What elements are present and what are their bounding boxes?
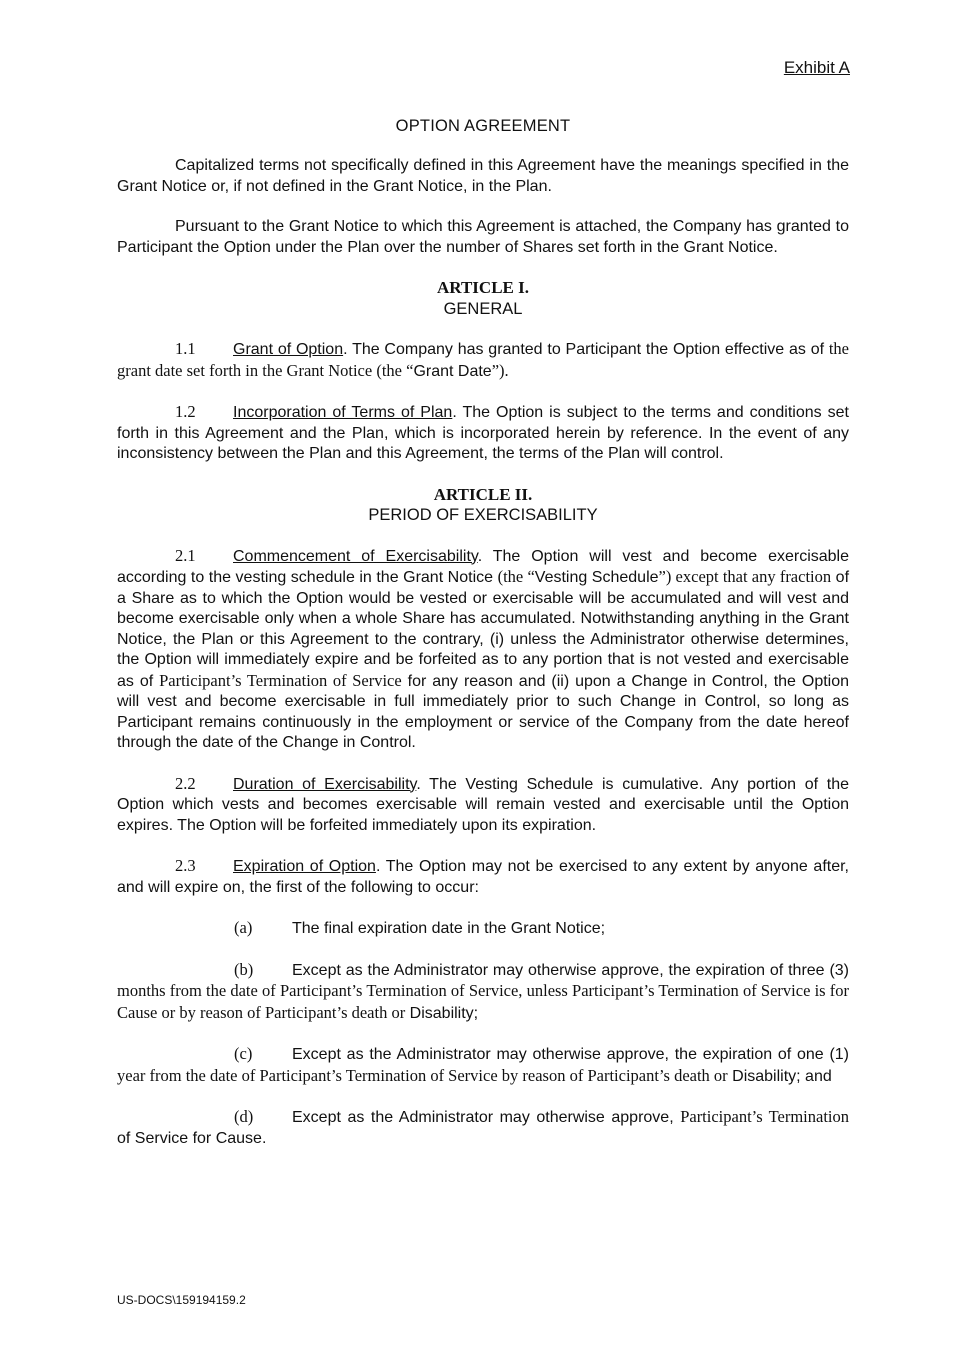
section-heading: Incorporation of Terms of Plan [233, 404, 453, 421]
subsection-label: (a) [234, 918, 253, 937]
section-number: 2.2 [175, 773, 196, 793]
section-heading: Grant of Option [233, 341, 344, 358]
subsection-label: (d) [234, 1107, 254, 1126]
section-heading: Expiration of Option [233, 858, 376, 875]
intro-paragraph-2: Pursuant to the Grant Notice to which this Agreement is attached, the Company has granted to Participant the Option under the Plan over the number of Shares set forth in the Grant Notice. [117, 218, 849, 256]
section-text: ”) except that any fraction [658, 567, 832, 586]
subsection-a [117, 918, 849, 940]
page-title: OPTION AGREEMENT [395, 117, 571, 135]
article-1-number: ARTICLE I. [437, 278, 529, 297]
article-2-name: PERIOD OF EXERCISABILITY [368, 506, 598, 524]
article-1-heading [117, 278, 849, 319]
section-text: for any reason and (ii) upon a Change in Control, the Option will vest and become exercisable in full immediately prior to such Change in Control, so long as Participant remains continuously in the employment or service of the Company from the date hereof through the date of the Change in Control. [117, 672, 850, 751]
article-2-number: ARTICLE II. [433, 484, 533, 504]
subsection-b [117, 960, 849, 1025]
section-text: . The Option may not be exercised to any extent by anyone after, and will expire on, the first of the following to occur: [117, 858, 849, 896]
subsection-text: Except as the Administrator may otherwise approve, the expiration of one (1) [292, 1046, 849, 1063]
defined-term: Vesting Schedule [534, 569, 659, 586]
exhibit-label: Exhibit A [783, 58, 850, 77]
section-2-3 [117, 856, 849, 898]
section-text: the grant date set forth in the Grant Notice (the “ [117, 339, 850, 380]
section-text: (the “ [497, 567, 535, 586]
article-2-heading [117, 485, 849, 526]
article-1-name: GENERAL [443, 299, 523, 318]
subsection-label: (c) [234, 1044, 253, 1063]
section-text: . The Vesting Schedule is cumulative. Any portion of the Option which vests and becomes exercisable will remain vested and exercisable until the Option expires. The Option will be forfeited immediately upon its expiration. [117, 775, 849, 834]
subsection-text: Participant’s Termination [680, 1107, 849, 1126]
subsection-text: of Service for Cause. [117, 1129, 267, 1147]
subsection-text: Disability; and [727, 1067, 832, 1085]
subsection-d [117, 1107, 849, 1149]
section-text: . The Company has granted to Participant the Option effective as of [343, 341, 829, 358]
section-number: 2.1 [175, 545, 196, 565]
section-text: . The Option is subject to the terms and conditions set forth in this Agreement and the Plan, which is incorporated herein by reference. In the event of any inconsistency between the Plan and this Agreement, the terms of the Plan will control. [117, 404, 849, 462]
document-body [117, 156, 849, 1169]
subsection-text: year from the date of Participant’s Termination of Service by reason of Participant’s death or [117, 1065, 728, 1085]
subsection-text: Except as the Administrator may otherwise approve, [292, 1109, 681, 1126]
section-2-1 [117, 546, 849, 754]
section-number: 2.3 [175, 856, 196, 875]
section-number: 1.1 [175, 339, 196, 358]
section-text: ”). [491, 360, 509, 380]
subsection-text: months from the date of Participant’s Termination of Service, unless Participant’s Termination of Service is for Cause or by reason of Participant’s death or [117, 981, 849, 1022]
subsection-text: Disability; [405, 1004, 479, 1022]
section-heading: Duration of Exercisability [233, 775, 417, 793]
section-heading: Commencement of Exercisability [233, 547, 478, 565]
section-text: of a Share as to which the Option would be vested or exercisable will be accumulated and will vest and become exercisable only when a whole Share has accumulated. Notwithstanding anything in the Grant Notice, the Plan or this Agreement to the contrary, (i) unless the Administrator otherwise determines, the Option will immediately expire and be forfeited as to any portion that is not vested and exercisable as of [117, 569, 850, 690]
subsection-label: (b) [234, 959, 254, 979]
section-1-2 [117, 402, 849, 465]
document-id-footer: US-DOCS\159194159.2 [117, 1293, 246, 1307]
section-1-1 [117, 339, 849, 382]
subsection-text: Except as the Administrator may otherwise approve, the expiration of three (3) [292, 961, 849, 979]
defined-term: Grant Date [413, 362, 492, 380]
subsection-text: The final expiration date in the Grant Notice; [292, 920, 606, 937]
subsection-c [117, 1044, 849, 1087]
section-number: 1.2 [175, 402, 196, 421]
section-text: . The Option will vest and become exercisable according to the vesting schedule in the Grant Notice [117, 547, 850, 586]
section-text: Participant’s Termination of Service [159, 670, 402, 690]
intro-paragraph-1: Capitalized terms not specifically defined in this Agreement have the meanings specified in the Grant Notice or, if not defined in the Grant Notice, in the Plan. [117, 157, 849, 195]
section-2-2 [117, 774, 849, 837]
